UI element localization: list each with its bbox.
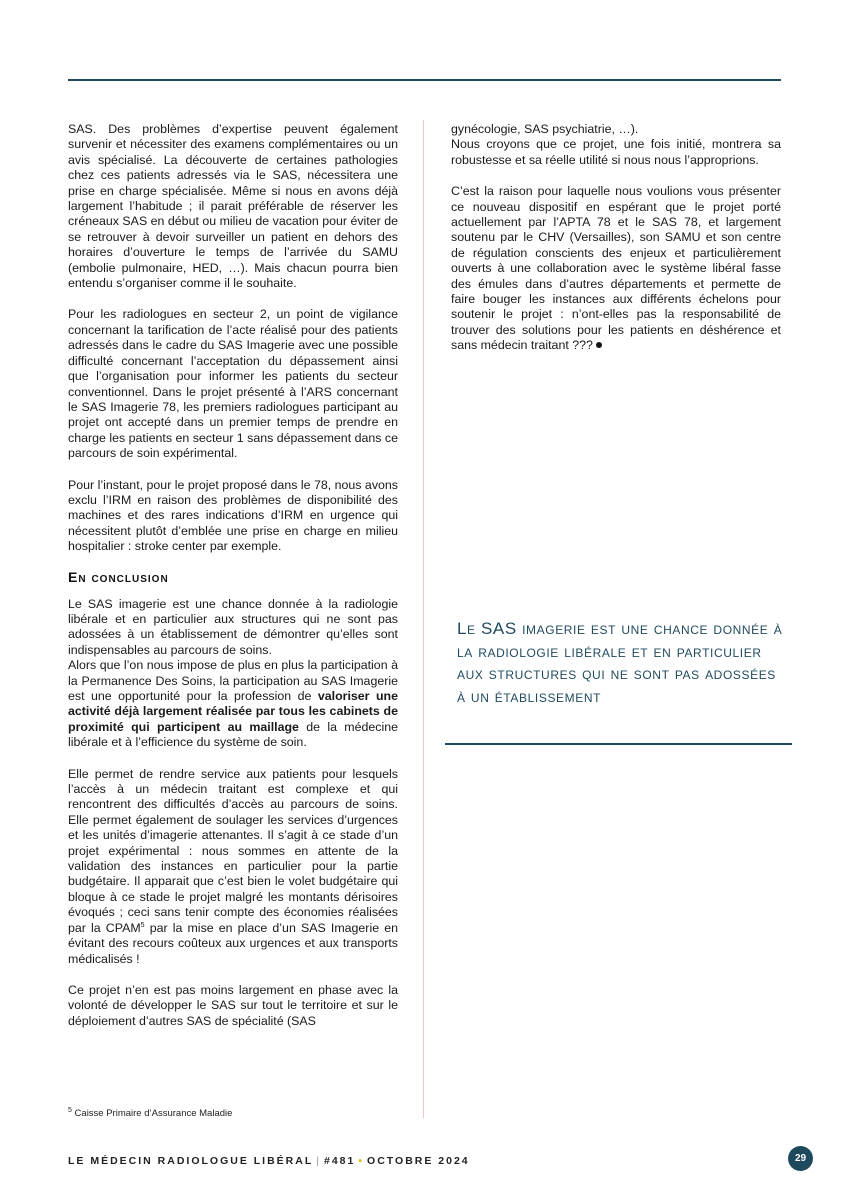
- issue-number: #481: [324, 1155, 356, 1167]
- paragraph: Pour l’instant, pour le projet proposé dans le 78, nous avons exclu l’IRM en raison des problèmes de disponibilité des machines et des rares indications d’IRM en urgence qui nécessitent plutôt d’emblée une prise en charge en milieu hospitalier : stroke center par exemple.: [68, 477, 398, 554]
- left-column: [68, 122, 398, 1029]
- top-rule: [68, 79, 781, 81]
- issue-date: OCTOBRE 2024: [367, 1155, 470, 1167]
- paragraph: [451, 184, 781, 353]
- paragraph-text: C’est la raison pour laquelle nous voulions vous présenter ce nouveau dispositif en espérant que le projet porté actuellement par l’APTA 78 et le SAS 78, et largement soutenu par le CHV (Versailles), son SAMU et son centre de régulation conscients des enjeux et particulièrement ouverts à une collaboration avec le système libéral fasse des émules dans d’autres départements et permette de faire bouger les instances aux différents échelons pour soutenir le projet : n’ont-elles pas la responsabilité de trouver des solutions pour les patients en déshérence et sans médecin traitant ???: [451, 184, 781, 353]
- paragraph-text: Alors que l’on nous impose de plus en plus la participation à la Permanence Des Soins, la participation au SAS Imagerie est une opportunité pour la profession de: [68, 658, 398, 703]
- page-footer: [68, 1155, 470, 1167]
- paragraph: Ce projet n’en est pas moins largement en phase avec la volonté de développer le SAS sur tout le territoire et sur le déploiement d’autres SAS de spécialité (SAS: [68, 982, 398, 1028]
- column-divider: [423, 120, 424, 1118]
- pull-quote: Le SAS imagerie est une chance donnée à la radiologie libérale et en particulier aux structures qui ne sont pas adossées à un établissement: [457, 619, 783, 706]
- pull-quote-rule: [445, 743, 792, 745]
- footer-bullet: •: [358, 1155, 365, 1167]
- footnote: [68, 1108, 232, 1119]
- paragraph: Nous croyons que ce projet, une fois initié, montrera sa robustesse et sa réelle utilité si nous nous l’approprions.: [451, 137, 781, 167]
- publication-name: LE MÉDECIN RADIOLOGUE LIBÉRAL: [68, 1155, 314, 1167]
- footnote-mark: 5: [68, 1106, 72, 1114]
- footer-separator: |: [316, 1155, 321, 1167]
- paragraph-text: Elle permet de rendre service aux patients pour lesquels l’accès à un médecin traitant est complexe et qui rencontrent des difficultés d’accès au parcours de soins. Elle permet également de soulager les services d’urgences et les unités d’imagerie attenantes. Il s’agit à ce stade d’un projet expérimental : nous sommes en attente de la validation des instances en particulier pour la partie budgétaire. Il apparait que c’est bien le volet budgétaire qui bloque à ce stade le projet malgré les montants dérisoires évoqués ; ceci sans tenir compte des économies réalisées par la CPAM: [68, 766, 398, 935]
- emphasis-text: valoriser une activité déjà largement réalisée par tous les cabinets de proximité qui participent au maillage: [68, 689, 398, 734]
- end-of-article-icon: [596, 342, 602, 348]
- paragraph-text: de la médecine libérale et à l’efficience du système de soin.: [68, 719, 398, 750]
- paragraph: Pour les radiologues en secteur 2, un point de vigilance concernant la tarification de l’acte réalisé pour des patients adressés dans le cadre du SAS Imagerie avec une possible difficulté concernant l’acceptation du dépassement ainsi que l’organisation pour informer les patients du secteur conventionnel. Dans le projet présenté à l’ARS concernant le SAS Imagerie 78, les premiers radiologues participant au projet ont accepté dans un premier temps de prendre en charge les patients en secteur 1 sans dépassement dans ce parcours de soin expérimental.: [68, 307, 398, 461]
- paragraph-text: par la mise en place d’un SAS Imagerie en évitant des recours coûteux aux urgences et aux transports médicalisés !: [68, 920, 398, 966]
- paragraph: gynécologie, SAS psychiatrie, …).: [451, 122, 639, 136]
- footnote-text: Caisse Primaire d’Assurance Maladie: [74, 1108, 233, 1119]
- section-heading: En conclusion: [68, 568, 169, 585]
- paragraph: [68, 767, 398, 967]
- footnote-ref: 5: [140, 921, 145, 929]
- paragraph: SAS. Des problèmes d’expertise peuvent également survenir et nécessiter des examens complémentaires ou un avis spécialisé. La découverte de certaines pathologies chez ces patients adressés via le SAS, nécessitera une prise en charge spécialisée. Même si nous en avons déjà largement l’habitude ; il parait préférable de réserver les créneaux SAS en début ou milieu de vacation pour éviter de se retrouver à devoir surveiller un patient en dehors des horaires d’ouverture le temps de l’arrivée du SAMU (embolie pulmonaire, HED, …). Mais chacun pourra bien entendu s’organiser comme il le souhaite.: [68, 122, 398, 291]
- right-column: [451, 122, 781, 354]
- page-number: 29: [788, 1146, 813, 1171]
- paragraph: [68, 658, 398, 750]
- paragraph: Le SAS imagerie est une chance donnée à la radiologie libérale et en particulier aux structures qui ne sont pas adossées à un établissement de démontrer qu’elles sont indispensables au parcours de soins.: [68, 596, 398, 657]
